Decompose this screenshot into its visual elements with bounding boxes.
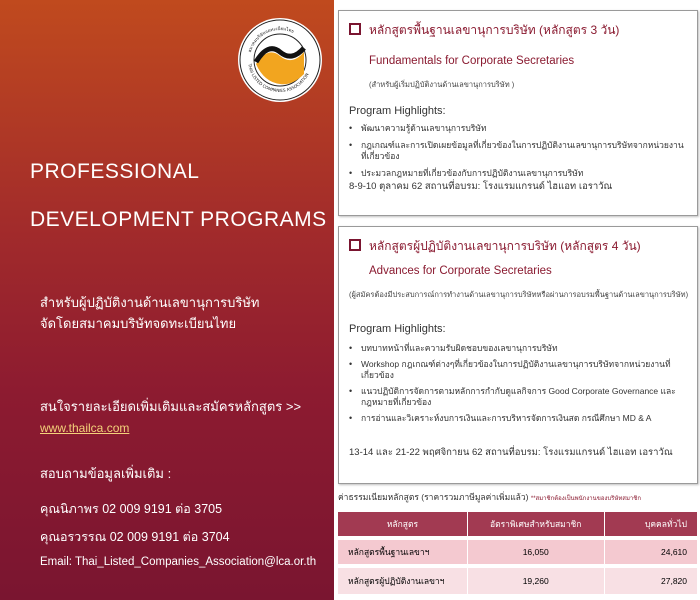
course-card-fundamentals — [338, 10, 698, 216]
highlights-list — [349, 343, 689, 424]
program-title-line1: PROFESSIONAL — [30, 160, 200, 183]
table-cell: 24,610 — [604, 538, 697, 566]
course-note: (ผู้สมัครต้องมีประสบการณ์การทำงานด้านเลขานุการบริษัทหรือผ่านการอบรมพื้นฐานด้านเลขานุการบริษัท) — [349, 290, 689, 299]
list-item: • กฎเกณฑ์และการเปิดเผยข้อมูลที่เกี่ยวข้องในการปฏิบัติงานเลขานุการบริษัทจากหน่วยงานที่เกี่ยวข้อง — [349, 140, 689, 162]
column-header: บุคคลทั่วไป — [604, 512, 697, 538]
right-panel — [334, 0, 700, 600]
course-note: (สำหรับผู้เริ่มปฏิบัติงานด้านเลขานุการบริษัท ) — [369, 80, 515, 89]
checkbox-icon — [349, 239, 361, 251]
course-date: 8-9-10 ตุลาคม 62 สถานที่อบรม: โรงแรมแกรนด์ ไฮแอท เอราวัณ — [349, 181, 613, 192]
list-item: • Workshop กฎเกณฑ์ต่างๆที่เกี่ยวข้องในการปฏิบัติงานเลขานุการบริษัทจากหน่วยงานที่เกี่ยวข้อง — [349, 359, 689, 381]
highlights-list — [349, 123, 689, 179]
lca-logo — [236, 16, 324, 104]
fee-heading-text: ค่าธรรมเนียมหลักสูตร (ราคารวมภาษีมูลค่าเพิ่มแล้ว) — [338, 492, 529, 502]
logo-text-bottom: THAI LISTED COMPANIES ASSOCIATION — [247, 63, 310, 94]
table-cell: หลักสูตรพื้นฐานเลขาฯ — [338, 538, 467, 566]
fee-table — [338, 512, 698, 594]
program-title — [30, 158, 327, 234]
course-card-advances — [338, 226, 698, 484]
table-cell: 27,820 — [604, 566, 697, 594]
table-header-row — [338, 512, 698, 538]
contact-heading: สอบถามข้อมูลเพิ่มเติม : — [40, 466, 172, 481]
table-row — [338, 566, 698, 594]
contact-email[interactable]: Email: Thai_Listed_Companies_Association@lca.or.th — [40, 556, 317, 568]
subtitle-line1: สำหรับผู้ปฏิบัติงานด้านเลขานุการบริษัท — [40, 295, 260, 310]
interest-text: สนใจรายละเอียดเพิ่มเติมและสมัครหลักสูตร >> — [40, 399, 302, 414]
list-item: • พัฒนาความรู้ด้านเลขานุการบริษัท — [349, 123, 689, 134]
highlights-label: Program Highlights: — [349, 323, 446, 335]
fee-heading-note: **สมาชิกต้องเป็นพนักงานของบริษัทสมาชิก — [530, 496, 641, 502]
list-item: • บทบาทหน้าที่และความรับผิดชอบของเลขานุการบริษัท — [349, 343, 689, 354]
contact-phone-2: คุณอรวรรณ 02 009 9191 ต่อ 3704 — [40, 530, 230, 544]
website-link[interactable]: www.thailca.com — [40, 421, 130, 435]
checkbox-icon — [349, 23, 361, 35]
list-item: • การอ่านและวิเคราะห์งบการเงินและการบริหารจัดการเงินสด กรณีศึกษา MD & A — [349, 413, 689, 424]
course-title-en: Advances for Corporate Secretaries — [369, 265, 552, 277]
list-item: • แนวปฏิบัติการจัดการตามหลักการกำกับดูแลกิจการ Good Corporate Governance และกฎหมายที่เกี่ยวข้อง — [349, 386, 689, 408]
table-cell: หลักสูตรผู้ปฏิบัติงานเลขาฯ — [338, 566, 467, 594]
course-title: หลักสูตรพื้นฐานเลขานุการบริษัท (หลักสูตร 3 วัน) — [369, 23, 620, 37]
contact-phone-1: คุณนิภาพร 02 009 9191 ต่อ 3705 — [40, 502, 223, 516]
left-panel — [0, 0, 334, 600]
table-cell: 16,050 — [467, 538, 604, 566]
program-subtitle — [40, 292, 260, 334]
highlights-label: Program Highlights: — [349, 105, 446, 117]
logo-text-top: สมาคมบริษัทจดทะเบียนไทย — [248, 26, 295, 54]
course-date: 13-14 และ 21-22 พฤศจิกายน 62 สถานที่อบรม: โรงแรมแกรนด์ ไฮแอท เอราวัณ — [349, 447, 673, 458]
fee-heading — [338, 490, 641, 504]
column-header: อัตราพิเศษสำหรับสมาชิก — [467, 512, 604, 538]
course-title-en: Fundamentals for Corporate Secretaries — [369, 55, 575, 67]
table-cell: 19,260 — [467, 566, 604, 594]
table-row — [338, 538, 698, 566]
subtitle-line2: จัดโดยสมาคมบริษัทจดทะเบียนไทย — [40, 316, 237, 331]
column-header: หลักสูตร — [338, 512, 467, 538]
course-title: หลักสูตรผู้ปฏิบัติงานเลขานุการบริษัท (หลักสูตร 4 วัน) — [369, 239, 641, 253]
list-item: • ประมวลกฎหมายที่เกี่ยวข้องกับการปฏิบัติงานเลขานุการบริษัท — [349, 168, 689, 179]
program-title-line2: DEVELOPMENT PROGRAMS — [30, 208, 327, 231]
